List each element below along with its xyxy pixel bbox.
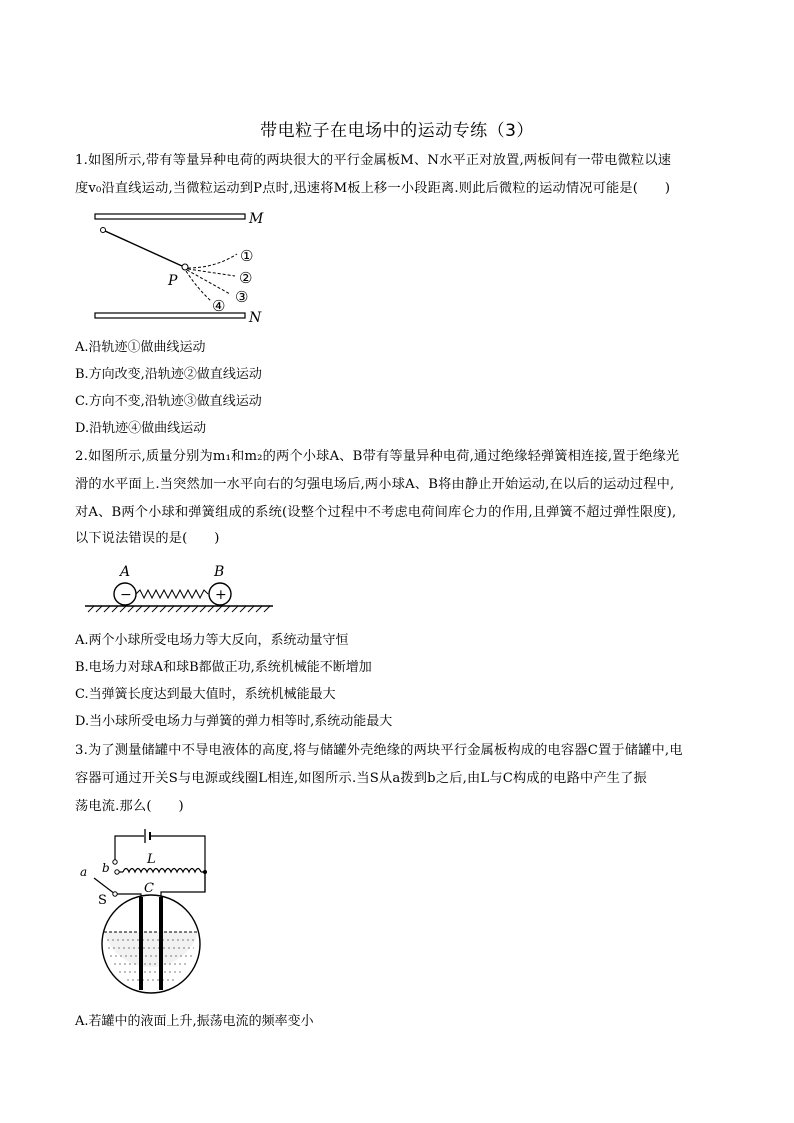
contact-b-label: b — [102, 861, 110, 875]
plate-m-label: M — [249, 211, 264, 227]
q3-text-line-3: 荡电流.那么( ) — [75, 799, 184, 814]
ball-b-sign: + — [215, 587, 227, 603]
capacitor-plate-right — [159, 897, 163, 990]
track-2 — [188, 269, 235, 276]
inductor-coil — [123, 869, 201, 873]
q1-option-d: D.沿轨迹④做曲线运动 — [75, 421, 207, 436]
track-1 — [188, 254, 237, 268]
plate-m — [95, 214, 245, 219]
q2-option-d: D.当小球所受电场力与弹簧的弹力相等时,系统动能最大 — [75, 714, 393, 729]
point-p — [182, 264, 188, 270]
q1-option-a: A.沿轨迹①做曲线运动 — [75, 340, 206, 355]
point-p-label: P — [168, 273, 178, 289]
q1-option-b: B.方向改变,沿轨迹②做直线运动 — [75, 367, 262, 382]
q2-text-line-2: 滑的水平面上.当突然加一水平向右的匀强电场后,两小球A、B将由静止开始运动,在以后的运动过程中, — [75, 477, 675, 492]
contact-a-terminal — [113, 860, 117, 864]
contact-b-terminal — [115, 870, 119, 874]
switch-label: S — [98, 893, 107, 908]
track-2-label: ② — [239, 269, 253, 287]
q1-figure — [85, 208, 275, 330]
track-3 — [187, 270, 230, 294]
capacitor-label: C — [144, 881, 154, 896]
q1-text-line-1: 1.如图所示,带有等量异种电荷的两块很大的平行金属板M、N水平正对放置,两板间有一带电微粒以速 — [75, 153, 672, 168]
spring — [136, 590, 208, 598]
q1-text-line-2: 度v₀沿直线运动,当微粒运动到P点时,迅速将M板上移一小段距离.则此后微粒的运动情况可能是( ) — [75, 181, 671, 196]
q2-text-line-4: 以下说法错误的是( ) — [75, 531, 220, 546]
q3-figure — [75, 822, 225, 1002]
track-1-label: ① — [240, 247, 254, 265]
ball-b-label: B — [214, 564, 225, 580]
q2-figure — [80, 560, 280, 620]
q2-option-a: A.两个小球所受电场力等大反向，系统动量守恒 — [75, 633, 349, 648]
capacitor-return-wire — [161, 872, 205, 897]
q2-option-c: C.当弹簧长度达到最大值时，系统机械能最大 — [75, 687, 336, 702]
q1-option-c: C.方向不变,沿轨迹③做直线运动 — [75, 394, 262, 409]
ball-a-sign: − — [120, 587, 132, 603]
circuit-right-wire — [150, 836, 205, 892]
q3-text-line-1: 3.为了测量储罐中不导电液体的高度,将与储罐外壳绝缘的两块平行金属板构成的电容器C置于储罐中,电 — [75, 743, 683, 758]
circuit-top-wire — [115, 836, 144, 860]
q2-option-b: B.电场力对球A和球B都做正功,系统机械能不断增加 — [75, 660, 372, 675]
switch-pivot — [113, 892, 117, 896]
inductor-label: L — [147, 852, 156, 867]
track-4-label: ④ — [212, 297, 226, 315]
q2-text-line-3: 对A、B两个小球和弹簧组成的系统(设整个过程中不考虑电荷间库仑力的作用,且弹簧不超过弹性限度), — [75, 505, 677, 520]
particle-path — [105, 231, 182, 266]
track-4 — [186, 271, 211, 301]
contact-a-label: a — [80, 865, 88, 879]
capacitor-plate-left — [139, 897, 143, 990]
ground-hatching — [88, 606, 270, 612]
page-title: 带电粒子在电场中的运动专练（3） — [260, 121, 534, 141]
q3-option-a: A.若罐中的液面上升,振荡电流的频率变小 — [75, 1014, 314, 1029]
ball-a-label: A — [120, 564, 131, 580]
switch-blade — [94, 878, 115, 894]
particle-start — [101, 228, 106, 233]
q3-text-line-2: 容器可通过开关S与电源或线圈L相连,如图所示.当S从a拨到b之后,由L与C构成的电路中产生了振 — [75, 771, 647, 786]
plate-n-label: N — [249, 310, 262, 326]
tank-liquid — [104, 932, 198, 967]
track-3-label: ③ — [235, 288, 249, 306]
q2-text-line-1: 2.如图所示,质量分别为m₁和m₂的两个小球A、B带有等量异种电荷,通过绝缘轻弹簧相连接,置于绝缘光 — [75, 449, 680, 464]
